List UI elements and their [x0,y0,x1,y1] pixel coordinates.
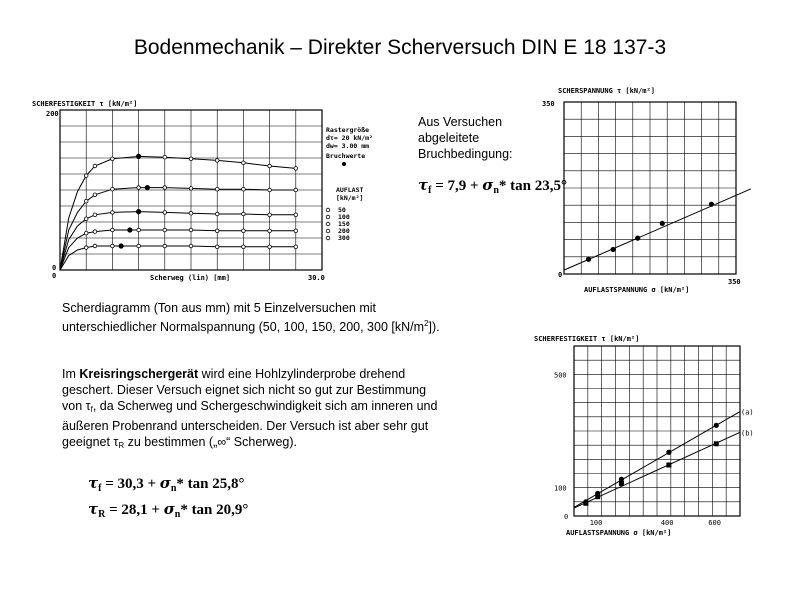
formula2-eq: = 30,3 + [101,476,160,492]
failure-envelope-svg [522,84,754,298]
chart1-break-point [136,209,141,214]
ring-line3-sub: f [90,405,93,414]
chart1-ytick-top: 200 [46,110,59,118]
chart1-series-point [242,229,246,233]
formula3-sigma-sub: n [174,509,181,520]
top-note-line2: abgeleitete [418,131,480,145]
ring-line2: geschert. Dieser Versuch eignet sich nicht so gut zur Bestimmung [62,383,427,397]
chart3-ylabel: SCHERFESTIGKEIT τ [kN/m²] [534,335,640,343]
chart1-legend-title: [kN/m²] [336,194,364,202]
top-note-line1: Aus Versuchen [418,115,503,129]
chart3-point-b [583,501,588,506]
chart1-series-line [60,246,296,270]
chart1-series-point [84,246,88,250]
chart2-fit-line [564,189,751,270]
chart1-series-line [60,230,296,270]
chart1-series-point [163,211,167,215]
chart1-break-point [119,243,124,248]
chart1-series-point [294,245,298,249]
chart1-series-point [242,245,246,249]
chart1-series-point [215,187,219,191]
chart2-xlabel: AUFLASTSPANNUNG σ [kN/m²] [584,286,690,294]
chart1-series-point [215,229,219,233]
chart1-legend-title: AUFLAST [336,186,364,194]
chart1-series-point [294,213,298,217]
chart1-series-point [189,244,193,248]
chart1-series-point [268,213,272,217]
chart3-xtick: 400 [660,519,674,527]
chart1-xtick-end: 30.0 [308,274,325,282]
chart1-break-point [136,154,141,159]
chart1-legend-label: 150 [338,220,350,228]
chart1-series-point [111,157,115,161]
formula2-sigma: σ [159,474,171,492]
ring-line5-sub: R [118,441,125,450]
chart1-series-point [93,244,97,248]
chart3-ytick-500: 500 [554,371,567,380]
ring-shear-svg [530,332,766,544]
chart2-data-point [635,236,640,241]
chart1-legend-marker [326,208,330,212]
chart3-point-a [714,423,719,428]
chart1-raster-text: dτ= 20 kN/m² [326,134,373,142]
ring-line3-b: , da Scherweg und Schergeschwindigkeit sich am inneren und [92,399,438,413]
chart3-point-b [714,441,719,446]
chart1-series-point [294,229,298,233]
chart1-legend-label: 100 [338,213,350,221]
formula1-lhs: τ [418,176,429,194]
chart1-series-point [189,211,193,215]
formula3-sigma: σ [163,500,175,518]
chart1-series-point [215,212,219,216]
formula-tau-f-2 [88,474,245,494]
caption-line2-sup: 2 [424,319,429,328]
shear-diagram-chart [30,96,380,288]
chart1-series-point [242,187,246,191]
chart1-series-line [60,188,296,270]
chart1-series-point [84,199,88,203]
chart1-series-point [294,188,298,192]
chart3-point-b [666,463,671,468]
chart1-series-point [268,229,272,233]
chart3-ytick-100: 100 [554,484,567,493]
ring-line5 [62,434,482,454]
chart1-break-marker [342,162,346,166]
ring-line5-a: geeignet τ [62,435,119,449]
chart1-series-point [242,212,246,216]
ring-line1 [62,366,482,382]
chart1-series-point [294,167,298,171]
page-title: Bodenmechanik – Direkter Scherversuch DIN E 18 137-3 [133,36,667,59]
chart1-legend-label: 50 [338,206,346,214]
chart1-series-point [93,213,97,217]
chart1-series-point [93,230,97,234]
formula2-rest: * tan 25,8° [176,476,245,492]
chart3-series-label: (a) [741,408,754,417]
formula3-lhs-sub: R [98,509,106,520]
chart1-ylabel: SCHERFESTIGKEIT τ [kN/m²] [32,100,138,108]
chart1-break-point [127,227,132,232]
ring-line1-a: Im [62,367,80,381]
chart1-series-point [189,157,193,161]
formula2-sigma-sub: n [170,483,177,494]
caption-line1: Scherdiagramm (Ton aus mm) mit 5 Einzelversuchen mit [62,301,376,315]
ring-shear-paragraph [62,366,482,454]
chart1-series-point [111,187,115,191]
chart1-series-point [111,211,115,215]
ring-line1-b: wird eine Hohlzylinderprobe drehend [198,367,406,381]
formula2-lhs-sub: f [98,483,102,494]
chart1-series-point [215,245,219,249]
chart1-series-point [242,161,246,165]
formula3-rest: * tan 20,9° [180,502,249,518]
chart2-data-point [709,202,714,207]
chart1-series-point [137,186,141,190]
formula3-eq: = 28,1 + [105,502,164,518]
chart1-series-point [163,186,167,190]
formula1-rest: * tan 23,5° [498,178,568,194]
chart1-xlabel: Scherweg (lin) [mm] [150,274,231,282]
chart3-series-label: (b) [741,429,754,438]
chart1-series-point [189,187,193,191]
chart2-data-point [611,247,616,252]
chart1-series-point [268,188,272,192]
chart1-legend-label: 300 [338,234,350,242]
chart1-series-point [84,231,88,235]
top-note [418,114,513,162]
formula1-eq: = 7,9 + [431,178,483,194]
chart3-point-b [619,481,624,486]
ring-shear-chart [530,332,766,544]
top-note-line3: Bruchbedingung: [418,147,513,161]
formula3-lhs: τ [88,500,99,518]
chart2-data-point [660,221,665,226]
chart1-break-point [145,185,150,190]
caption-line2-a: unterschiedlicher Normalspannung (50, 100, 150, 200, 300 [kN/m [62,320,425,335]
chart2-data-point [586,257,591,262]
ring-line3-a: von τ [62,399,91,413]
chart2-ylabel: SCHERSPANNUNG τ [kN/m²] [558,87,655,95]
chart2-ytick-top: 350 [542,100,555,108]
chart1-raster-text: dw= 3.00 mm [326,142,370,150]
formula1-sigma: σ [482,176,494,194]
chart1-series-point [84,217,88,221]
chart1-xtick-start: 0 [52,272,57,280]
chart1-series-point [163,155,167,159]
chart1-series-point [137,244,141,248]
chart3-xlabel: AUFLASTSPANNUNG σ [kN/m²] [566,529,672,537]
chart1-break-label: Bruchwerte [326,152,366,160]
ring-line1-bold: Kreisringschergerät [79,367,199,381]
chart1-series-point [268,245,272,249]
chart1-series-point [163,244,167,248]
caption-line2-b: ]). [428,320,440,335]
chart2-xtick-end: 350 [728,278,741,286]
chart1-series-point [137,228,141,232]
chart3-xtick: 100 [589,519,603,527]
chart1-legend-label: 200 [338,227,350,235]
chart3-xtick: 600 [708,519,721,527]
chart1-series-point [189,228,193,232]
chart1-legend-marker [326,222,330,226]
chart1-series-point [93,164,97,168]
formula2-lhs: τ [88,474,99,492]
caption-line2 [62,316,502,335]
formula1-sigma-sub: n [493,185,499,196]
chart1-series-point [268,164,272,168]
chart1-series-point [84,174,88,178]
chart1-legend-marker [326,229,330,233]
chart2-xtick-start: 0 [558,271,563,279]
chart1-series-point [163,228,167,232]
chart1-series-point [215,159,219,163]
chart1-series-line [60,212,296,270]
formula1-lhs-sub: f [428,185,432,196]
failure-envelope-chart [522,84,754,298]
chart3-point-b [595,494,600,499]
chart1-series-point [111,228,115,232]
ring-line3 [62,398,482,418]
ring-line4: äußeren Probenrand unterscheiden. Der Versuch ist aber sehr gut [62,419,429,433]
chart3-point-a [666,450,671,455]
chart1-legend-marker [326,215,330,219]
chart1-raster-text: Rastergröße [326,126,370,134]
chart1-ytick-bottom: 0 [52,264,57,272]
shear-diagram-caption [62,300,502,335]
chart1-series-point [111,244,115,248]
ring-line5-b: zu bestimmen („∞“ Scherweg). [124,435,298,449]
chart3-ytick-0: 0 [564,513,569,521]
chart1-series-point [93,193,97,197]
shear-diagram-svg [30,96,380,288]
formula-tau-r [88,500,248,520]
chart1-legend-marker [326,236,330,240]
